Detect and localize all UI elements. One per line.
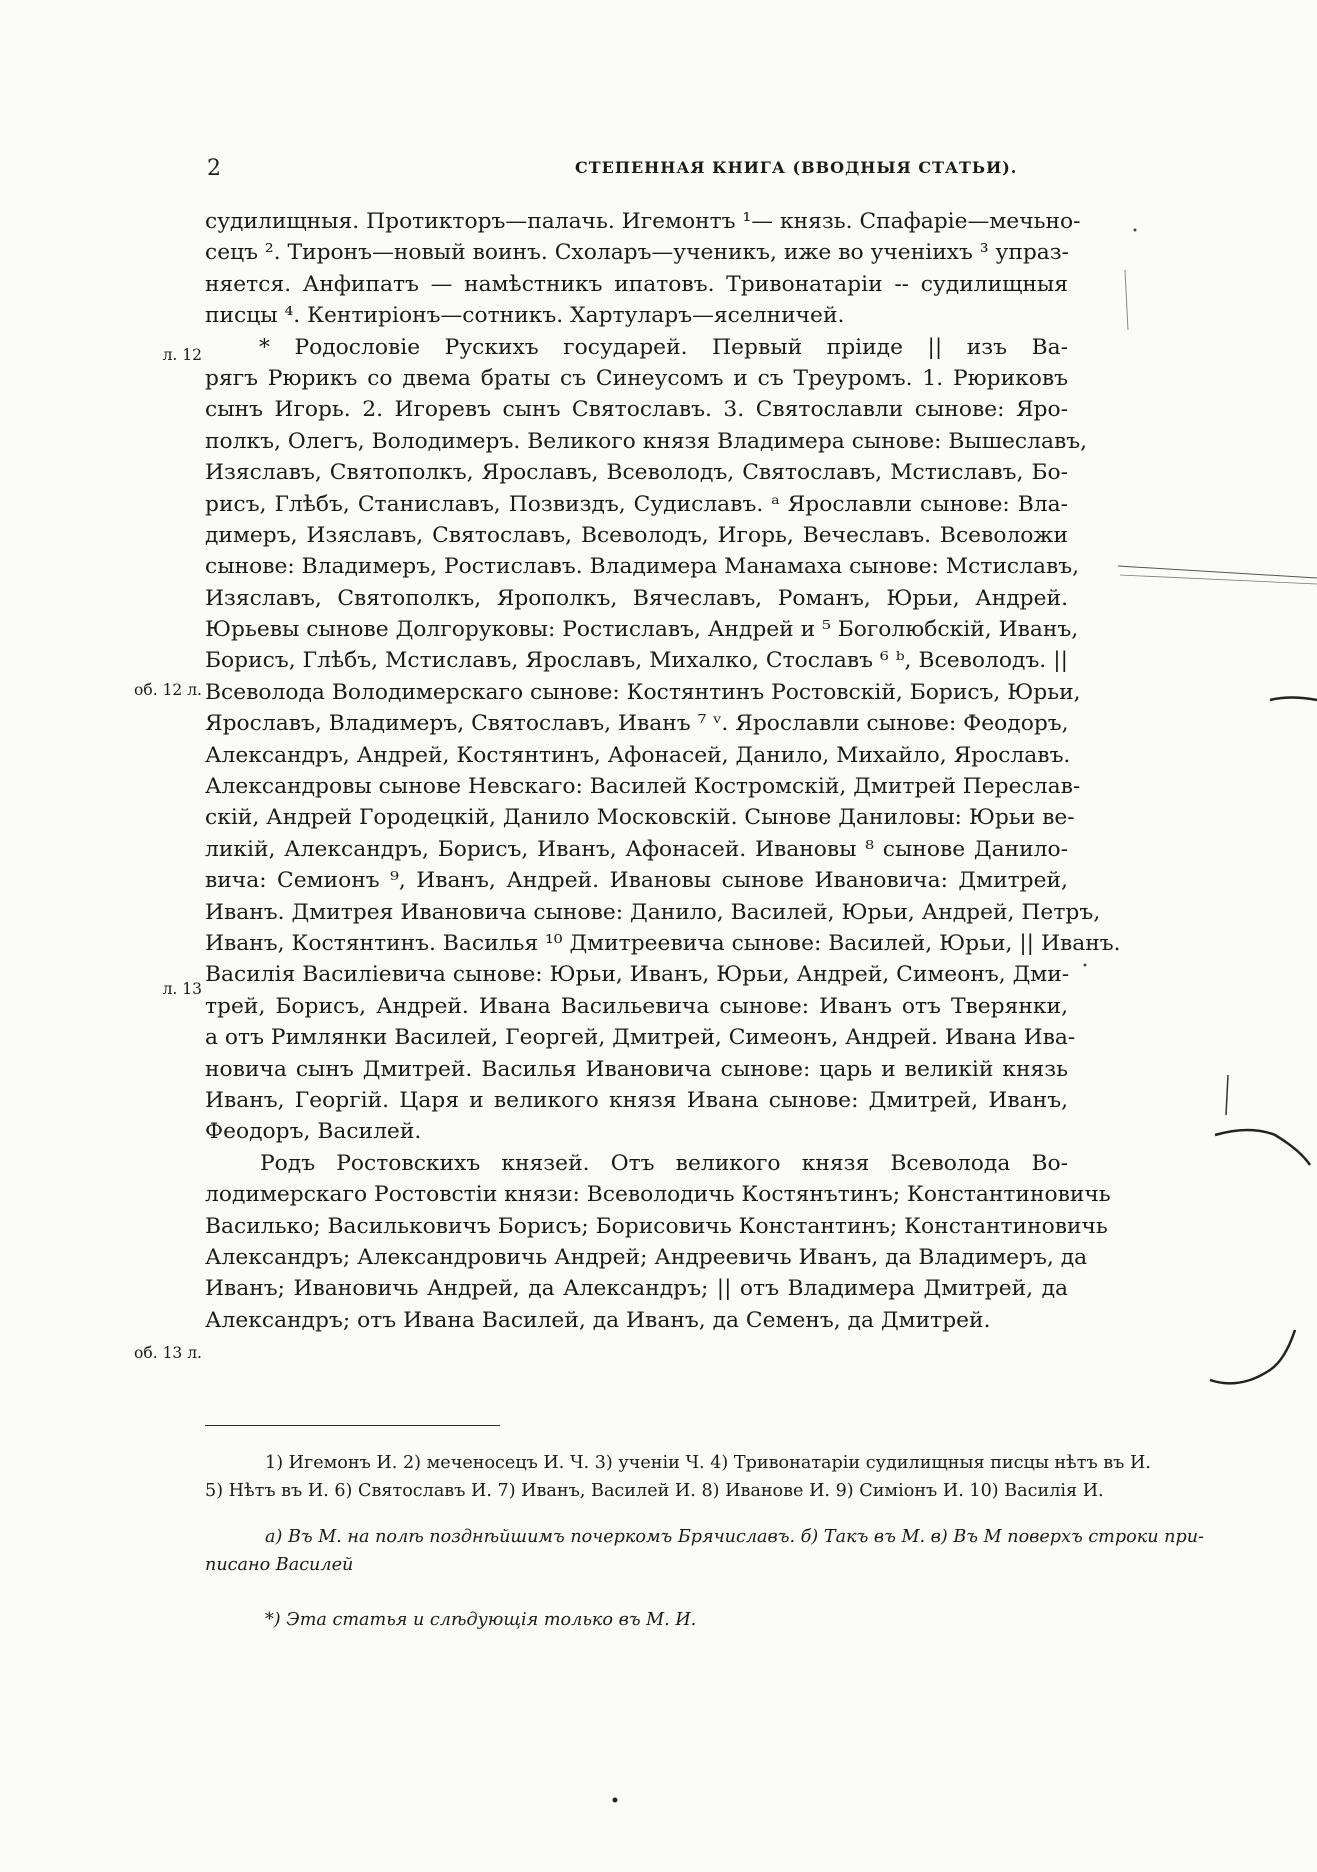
footnote-line: 1) Игемонъ И. 2) меченосецъ И. Ч. 3) ученіи Ч. 4) Тривонатаріи судилищныя писцы нѣтъ въ И. (265, 1453, 1151, 1473)
margin-note-folio: об. 12 л. (134, 681, 202, 699)
text-line: Юрьевы сынове Долгоруковы: Ростиславъ, Андрей и ⁵ Боголюбскій, Иванъ, (205, 617, 1079, 643)
margin-note-folio: об. 13 л. (134, 1344, 202, 1362)
text-line: Ярославъ, Владимеръ, Святославъ, Иванъ ⁷ ᵛ. Ярославли сынове: Феодоръ, (205, 711, 1069, 737)
section-heading-line: * Родословіе Рускихъ государей. Первый пріиде || изъ Ва- (259, 334, 1068, 360)
text-line: Александръ, Андрей, Костянтинъ, Афонасей, Данило, Михайло, Ярославъ. (205, 742, 1071, 768)
text-line: Иванъ, Костянтинъ. Василья ¹⁰ Дмитреевича сынове: Василей, Юрьи, || Иванъ. (205, 930, 1121, 956)
margin-note-folio: л. 13 (162, 980, 202, 998)
text-line: лодимерскаго Ростовстіи князи: Всеволодичь Костянътинъ; Константиновичь (205, 1182, 1111, 1208)
text-line: димеръ, Изяславъ, Святославъ, Всеволодъ, Игорь, Вечеславъ. Всеволожи (205, 522, 1068, 548)
running-title: СТЕПЕННАЯ КНИГА (ВВОДНЫЯ СТАТЬИ). (575, 158, 1018, 177)
text-line: сецъ ². Тиронъ—новый воинъ. Схоларъ—ученикъ, иже во ученіихъ ³ упраз- (205, 240, 1070, 266)
section-heading-line: Родъ Ростовскихъ князей. Отъ великого князя Всеволода Во- (260, 1150, 1068, 1176)
text-line: судилищныя. Протикторъ—палачь. Игемонтъ ¹— князь. Спафаріе—мечьно- (205, 209, 1081, 234)
text-line: Феодоръ, Василей. (205, 1119, 422, 1145)
text-line: рягъ Рюрикъ со двема браты съ Синеусомъ и съ Треуромъ. 1. Рюриковъ (205, 365, 1068, 391)
text-line: ликій, Александръ, Борисъ, Иванъ, Афонасей. Ивановы ⁸ сынове Данило- (205, 836, 1068, 862)
text-line: а отъ Римлянки Василей, Георгей, Дмитрей, Симеонъ, Андрей. Ивана Ива- (205, 1025, 1076, 1051)
text-line: Иванъ. Дмитрея Ивановича сынове: Данило, Василей, Юрьи, Андрей, Петръ, (205, 899, 1101, 925)
text-line: Александръ; отъ Ивана Василей, да Иванъ, да Семенъ, да Дмитрей. (205, 1307, 991, 1333)
text-line: рисъ, Глѣбъ, Станиславъ, Позвиздъ, Судиславъ. ᵃ Ярославли сынове: Вла- (205, 491, 1068, 517)
text-line: няется. Анфипатъ — намѣстникъ ипатовъ. Тривонатаріи -- судилищныя (205, 271, 1068, 297)
text-line: сынъ Игорь. 2. Игоревъ сынъ Святославъ. 3. Святославли сынове: Яро- (205, 397, 1068, 423)
footnote-line: а) Въ М. на полѣ позднѣйшимъ почеркомъ Брячиславъ. б) Такъ въ М. в) Въ М поверхъ строки при- (265, 1527, 1205, 1547)
text-line: Иванъ, Георгій. Царя и великого князя Ивана сынове: Дмитрей, Иванъ, (205, 1087, 1068, 1113)
text-line: писцы ⁴. Кентиріонъ—сотникъ. Хартуларъ—яселничей. (205, 303, 845, 329)
footnote-line: писано Василей (205, 1555, 354, 1575)
text-line: полкъ, Олегъ, Володимеръ. Великого князя Владимера сынове: Вышеславъ, (205, 428, 1088, 454)
text-line: сынове: Владимеръ, Ростиславъ. Владимера Манамаха сынове: Мстиславъ, (205, 554, 1080, 580)
page-number: 2 (207, 156, 221, 181)
text-line: Александръ; Александровичь Андрей; Андреевичь Иванъ, да Владимеръ, да (205, 1244, 1088, 1270)
text-line: Всеволода Володимерскаго сынове: Костянтинъ Ростовскій, Борисъ, Юрьи, (205, 679, 1081, 705)
text-line: Василько; Васильковичъ Борисъ; Борисовичь Константинъ; Константиновичь (205, 1213, 1108, 1239)
text-line: скій, Андрей Городецкій, Данило Московскій. Сынове Даниловы: Юрьи ве- (205, 805, 1075, 831)
text-line: Борисъ, Глѣбъ, Мстиславъ, Ярославъ, Михалко, Стославъ ⁶ ᵇ, Всеволодъ. || (205, 648, 1068, 674)
text-line: Изяславъ, Святополкъ, Ярополкъ, Вячеславъ, Романъ, Юрьи, Андрей. (205, 585, 1068, 611)
text-line: Александровы сынове Невскаго: Василей Костромскій, Дмитрей Переслав- (205, 774, 1081, 800)
text-line: Иванъ; Ивановичь Андрей, да Александръ; || отъ Владимера Дмитрей, да (205, 1276, 1068, 1302)
text-line: новича сынъ Дмитрей. Василья Ивановича сынове: царь и великій князь (205, 1056, 1068, 1082)
text-line: трей, Борисъ, Андрей. Ивана Васильевича сынове: Иванъ отъ Тверянки, (205, 993, 1068, 1019)
footnote-line: 5) Нѣтъ въ И. 6) Святославъ И. 7) Иванъ, Василей И. 8) Иванове И. 9) Симіонъ И. 10) Василія И. (205, 1481, 1104, 1501)
text-line: Василія Василіевича сынове: Юрьи, Иванъ, Юрьи, Андрей, Симеонъ, Дми- (205, 962, 1070, 988)
margin-note-folio: л. 12 (162, 346, 202, 364)
footnote-line: *) Эта статья и слѣдующія только въ М. И. (265, 1610, 697, 1630)
text-line: Изяславъ, Святополкъ, Ярославъ, Всеволодъ, Святославъ, Мстиславъ, Бо- (205, 460, 1068, 486)
text-line: вича: Семионъ ⁹, Иванъ, Андрей. Ивановы сынове Ивановича: Дмитрей, (205, 868, 1068, 894)
